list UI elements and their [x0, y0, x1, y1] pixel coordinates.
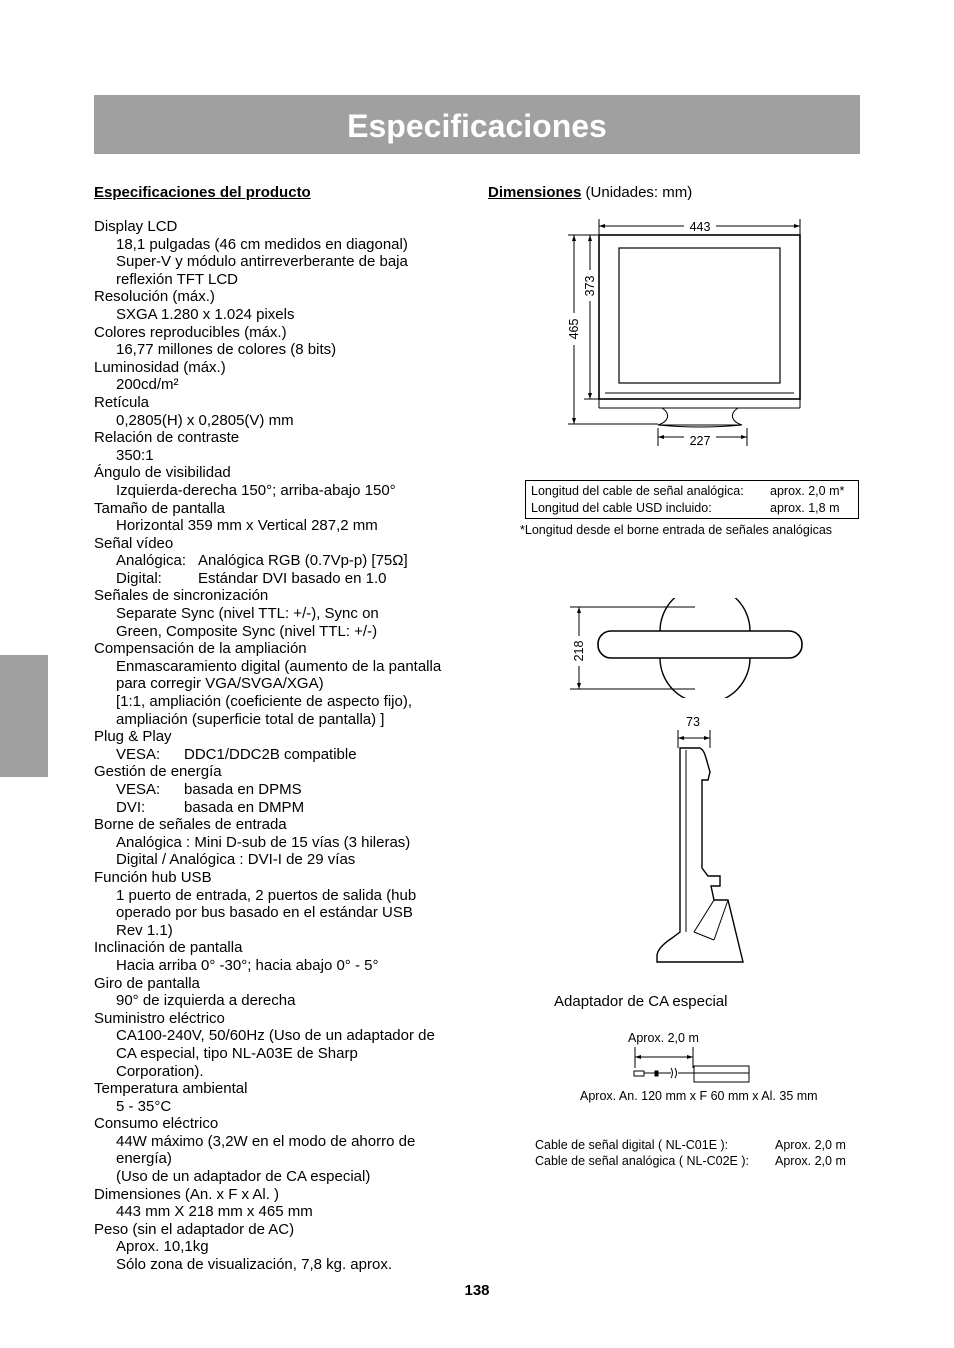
usb-cable-length-value: aprox. 1,8 m	[770, 501, 840, 515]
spec-title: Borne de señales de entrada	[94, 816, 287, 834]
spec-value: Super-V y módulo antirreverberante de baja	[116, 253, 408, 271]
spec-title: Señal vídeo	[94, 534, 174, 552]
stand-width-dimension-label: 227	[689, 434, 711, 448]
spec-value: Corporation).	[116, 1062, 204, 1080]
analog-cable-label: Cable de señal analógica ( NL-C02E ):	[535, 1154, 750, 1168]
spec-sublabel: VESA:	[116, 781, 161, 798]
spec-value: energía)	[116, 1150, 172, 1168]
spec-value	[94, 799, 474, 817]
spec-title: Tamaño de pantalla	[94, 499, 225, 517]
spec-title: Giro de pantalla	[94, 974, 200, 992]
cable-footnote: *Longitud desde el borne entrada de señales analógicas	[520, 523, 833, 537]
height-dimension-label: 465	[567, 318, 581, 340]
spec-value: 350:1	[116, 446, 154, 464]
spec-title: Suministro eléctrico	[94, 1009, 225, 1027]
spec-value	[94, 552, 474, 570]
signal-cables-list	[535, 1137, 846, 1169]
spec-value: para corregir VGA/SVGA/XGA)	[116, 675, 324, 693]
spec-title: Gestión de energía	[94, 763, 222, 781]
spec-value: reflexión TFT LCD	[116, 270, 238, 288]
adapter-title: Adaptador de CA especial	[554, 993, 728, 1010]
spec-subvalue: DDC1/DDC2B compatible	[184, 745, 357, 763]
spec-title: Dimensiones (An. x F x Al. )	[94, 1185, 280, 1203]
spec-list	[94, 218, 474, 1274]
spec-subvalue: basada en DMPM	[184, 798, 305, 816]
spec-title: Función hub USB	[94, 868, 212, 886]
analog-cable-value: Aprox. 2,0 m	[775, 1154, 846, 1168]
spec-title: Resolución (máx.)	[94, 288, 215, 306]
spec-value: Horizontal 359 mm x Vertical 287,2 mm	[116, 517, 378, 535]
product-specs-heading: Especificaciones del producto	[94, 184, 311, 201]
digital-cable-value: Aprox. 2,0 m	[775, 1138, 846, 1152]
width-dimension-label: 443	[689, 220, 711, 234]
spec-title: Plug & Play	[94, 728, 172, 746]
spec-title: Relación de contraste	[94, 429, 240, 447]
spec-value: 443 mm X 218 mm x 465 mm	[116, 1203, 313, 1221]
dimensions-heading	[488, 184, 692, 201]
spec-title: Ángulo de visibilidad	[94, 464, 231, 482]
spec-value: Analógica : Mini D-sub de 15 vías (3 hileras)	[116, 833, 411, 851]
spec-value: Izquierda-derecha 150°; arriba-abajo 150°	[116, 481, 396, 499]
spec-sublabel: DVI:	[116, 798, 146, 816]
adapter-size: Aprox. An. 120 mm x F 60 mm x Al. 35 mm	[580, 1089, 818, 1103]
spec-title: Señales de sincronización	[94, 587, 269, 605]
spec-value: Separate Sync (nivel TTL: +/-), Sync on	[116, 605, 379, 623]
spec-value: Enmascaramiento digital (aumento de la pantalla	[116, 657, 442, 675]
spec-value: Hacia arriba 0° -30°; hacia abajo 0° - 5°	[116, 956, 379, 974]
top-view-drawing	[565, 598, 815, 698]
spec-value: ampliación (superficie total de pantalla) ]	[116, 710, 385, 728]
spec-title: Display LCD	[94, 218, 178, 235]
page-title: Especificaciones	[347, 108, 607, 144]
side-view-drawing	[650, 710, 760, 972]
title-banner	[94, 95, 860, 154]
adapter-drawing	[625, 1042, 755, 1087]
side-tab-marker	[0, 655, 48, 777]
spec-value: 200cd/m²	[116, 376, 179, 394]
adapter-cord-length: Aprox. 2,0 m	[628, 1031, 699, 1045]
spec-value: 18,1 pulgadas (46 cm medidos en diagonal)	[116, 235, 408, 253]
page-number: 138	[464, 1282, 490, 1299]
spec-value: Sólo zona de visualización, 7,8 kg. aprox.	[116, 1256, 392, 1274]
digital-cable-label: Cable de señal digital ( NL-C01E ):	[535, 1138, 729, 1152]
analog-cable-length-label: Longitud del cable de señal analógica:	[531, 484, 744, 498]
spec-subvalue: basada en DPMS	[184, 781, 302, 798]
spec-title: Compensación de la ampliación	[94, 640, 307, 658]
front-view-drawing	[560, 215, 810, 450]
spec-title: Retícula	[94, 393, 150, 411]
spec-value	[94, 746, 474, 764]
spec-value: [1:1, ampliación (coeficiente de aspecto fijo),	[116, 693, 412, 711]
spec-value: Green, Composite Sync (nivel TTL: +/-)	[116, 622, 378, 640]
cable-length-box	[525, 480, 859, 519]
spec-title: Consumo eléctrico	[94, 1115, 219, 1133]
spec-value: (Uso de un adaptador de CA especial)	[116, 1168, 371, 1186]
spec-title: Luminosidad (máx.)	[94, 358, 226, 376]
spec-title: Temperatura ambiental	[94, 1080, 248, 1098]
spec-value: 0,2805(H) x 0,2805(V) mm	[116, 411, 294, 429]
spec-title: Colores reproducibles (máx.)	[94, 323, 287, 341]
spec-subvalue: Estándar DVI basado en 1.0	[198, 569, 387, 587]
thickness-dimension-label: 73	[686, 715, 700, 729]
spec-value: 44W máximo (3,2W en el modo de ahorro de	[116, 1132, 416, 1150]
spec-value	[94, 570, 474, 588]
spec-sublabel: Digital:	[116, 569, 162, 587]
spec-value	[94, 781, 474, 799]
spec-value: SXGA 1.280 x 1.024 pixels	[116, 305, 295, 323]
spec-title: Peso (sin el adaptador de AC)	[94, 1220, 295, 1238]
usb-cable-length-label: Longitud del cable USD incluido:	[531, 501, 712, 515]
spec-value: 16,77 millones de colores (8 bits)	[116, 341, 337, 359]
panel-height-dimension-label: 373	[583, 275, 597, 297]
spec-value: Digital / Analógica : DVI-I de 29 vías	[116, 851, 356, 869]
spec-value: 90° de izquierda a derecha	[116, 992, 296, 1010]
spec-value: Aprox. 10,1kg	[116, 1238, 209, 1256]
spec-value: 1 puerto de entrada, 2 puertos de salida (hub	[116, 886, 417, 904]
spec-sublabel: Analógica:	[116, 552, 187, 570]
spec-value: operado por bus basado en el estándar USB	[116, 904, 413, 922]
spec-value: CA100-240V, 50/60Hz (Uso de un adaptador de	[116, 1027, 435, 1045]
spec-sublabel: VESA:	[116, 745, 161, 763]
analog-cable-length-value: aprox. 2,0 m*	[770, 484, 845, 498]
spec-value: Rev 1.1)	[116, 921, 173, 939]
spec-value: CA especial, tipo NL-A03E de Sharp	[116, 1044, 358, 1062]
spec-title: Inclinación de pantalla	[94, 939, 243, 957]
depth-dimension-label: 218	[572, 640, 586, 662]
dimensions-units: (Unidades: mm)	[581, 184, 693, 201]
dimensions-heading-label: Dimensiones	[488, 184, 582, 201]
spec-subvalue: Analógica RGB (0.7Vp-p) [75Ω]	[198, 552, 408, 570]
spec-value: 5 - 35°C	[116, 1097, 172, 1115]
